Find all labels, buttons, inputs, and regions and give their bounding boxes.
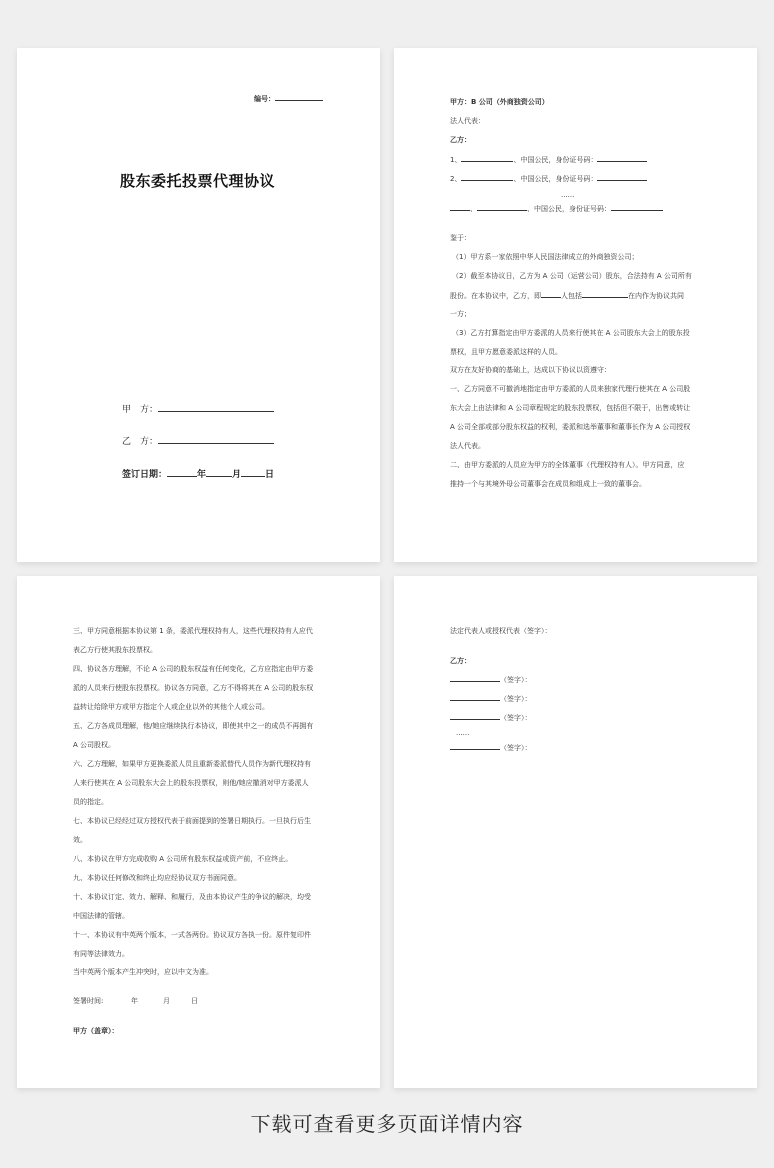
sign-date-label: 签订日期： [122, 470, 168, 480]
page-signatures [394, 576, 757, 1088]
whereas-2b [450, 290, 684, 301]
clause-2a: 二、由甲方委派的人员应为甲方的全体董事（代理权持有人）。甲方同意，应 [450, 461, 685, 469]
count-blank [541, 290, 561, 298]
signature-blank-1 [450, 674, 500, 682]
month-blank [206, 468, 232, 477]
clause-3a: 三、甲方同意根据本协议第 1 条，委派代理权持有人，这些代理权持有人应代 [73, 627, 313, 635]
page-parties [394, 48, 757, 562]
legal-rep-signature: 法定代表人或授权代表（签字）： [450, 627, 552, 635]
clause-4b: 派的人员来行使股东投票权。协议各方同意，乙方不得将其在 A 公司的股东权 [73, 684, 314, 692]
sign-date-line [122, 467, 274, 480]
party-b-member-1 [450, 154, 647, 165]
sign-time-label: 签署时间: [73, 997, 104, 1005]
whereas-3a: （3）乙方打算指定由甲方委派的人员来行使其在 A 公司股东大会上的股东投 [452, 329, 690, 337]
party-a-line [122, 402, 274, 415]
whereas-2b-part3: 在内作为协议共同 [628, 292, 684, 300]
page-cover [17, 48, 380, 562]
whereas-1: （1）甲方系一家依照中华人民国法律成立的外商独资公司； [452, 253, 639, 261]
clause-7a: 七、本协议已经经过双方授权代表于前面提到的签署日期执行。一旦执行后生 [73, 817, 311, 825]
member-2-id-blank [597, 173, 647, 181]
sign-time-day: 日 [191, 997, 198, 1005]
party-a-label: 甲 方： [122, 405, 159, 415]
signature-label-2: （签字）： [500, 695, 532, 703]
whereas-2b-part2: 人包括 [561, 292, 582, 300]
party-b-member-2 [450, 173, 647, 184]
clause-4a: 四、协议各方理解，不论 A 公司的股东权益有任何变化，乙方应指定由甲方委 [73, 665, 314, 673]
day-blank [241, 468, 265, 477]
party-a-blank [158, 403, 274, 412]
member-n-id-blank [611, 203, 663, 211]
member-n-text: 、中国公民，身份证号码： [527, 205, 611, 213]
signature-line-3 [450, 712, 532, 723]
download-more-caption[interactable]: 下载可查看更多页面详情内容 [250, 1112, 524, 1136]
member-n-index-blank [450, 203, 470, 211]
party-b-label: 乙 方： [122, 437, 159, 447]
signature-line-1 [450, 674, 532, 685]
clause-6b: 人来行使其在 A 公司股东大会上的股东投票权，则他/她应撤消对甲方委派人 [73, 779, 309, 787]
party-b-signatures-heading: 乙方： [450, 657, 471, 665]
member-1-prefix: 1、 [450, 156, 462, 164]
signature-blank-4 [450, 742, 500, 750]
clause-11b: 有同等法律效力。 [73, 950, 129, 958]
party-b-blank [158, 435, 274, 444]
member-n-sep: 、 [470, 205, 477, 213]
language-conflict: 当中英两个版本产生冲突时，应以中文为准。 [73, 968, 213, 976]
clause-5b: A 公司股权。 [73, 741, 116, 749]
member-2-text: 、中国公民，身份证号码： [513, 175, 598, 183]
signature-label-4: （签字）： [500, 744, 532, 752]
sign-time-month: 月 [163, 997, 170, 1005]
agreement-intro: 双方在友好协商的基础上，达成以下协议以资遵守： [450, 366, 611, 374]
member-n-name-blank [477, 203, 527, 211]
clause-10b: 中国法律的管辖。 [73, 912, 129, 920]
member-2-prefix: 2、 [450, 175, 462, 183]
party-b-line [122, 434, 274, 447]
member-1-name-blank [461, 154, 513, 162]
clause-9: 九、本协议任何修改和终止均应经协议双方书面同意。 [73, 874, 241, 882]
signature-label-3: （签字）： [500, 714, 532, 722]
page-clauses [17, 576, 380, 1088]
clause-1a: 一、乙方同意不可撤消地指定由甲方委派的人员来独家代理行使其在 A 公司股 [450, 385, 691, 393]
year-label: 年 [197, 470, 207, 480]
clause-4c: 益转让给除甲方或甲方指定个人或企业以外的其他个人或公司。 [73, 703, 269, 711]
clause-1d: 法人代表。 [450, 442, 485, 450]
clause-8: 八、本协议在甲方完成收购 A 公司所有股东权益或资产前，不应终止。 [73, 855, 293, 863]
clause-6a: 六、乙方理解，如果甲方更换委派人员且重新委派替代人员作为新代理权持有 [73, 760, 311, 768]
signature-line-4 [450, 742, 532, 753]
contract-number-label: 编号： [254, 95, 275, 103]
document-title: 股东委托投票代理协议 [120, 172, 276, 190]
clause-1c: A 公司全部或部分股东权益的权利，委派和选举董事和董事长作为 A 公司授权 [450, 423, 691, 431]
whereas-2a: （2）截至本协议日，乙方为 A 公司（运营公司）股东，合法持有 A 公司所有 [452, 272, 692, 280]
whereas-2b-part1: 股份。在本协议中，乙方，即 [450, 292, 541, 300]
sign-time-year: 年 [131, 997, 138, 1005]
members-ellipsis: ...... [561, 191, 575, 199]
clause-10a: 十、本协议订定、效力、解释、和履行，及由本协议产生的争议的解决，均受 [73, 893, 311, 901]
clause-3b: 表乙方行使其股东投票权。 [73, 646, 157, 654]
clause-7b: 效。 [73, 836, 87, 844]
clause-1b: 东大会上由法律和 A 公司章程规定的股东投票权，包括但不限于，出售或转让 [450, 404, 691, 412]
whereas-2c: 一方； [450, 310, 471, 318]
clause-11a: 十一、本协议有中英两个版本，一式各两份。协议双方各执一份。原件复印件 [73, 931, 311, 939]
party-b: 乙方： [450, 136, 471, 144]
party-a: 甲方：B 公司（外商独资公司） [450, 98, 549, 106]
clause-5a: 五、乙方各成员理解，他/她应继续执行本协议，即使其中之一的成员不再拥有 [73, 722, 314, 730]
names-blank [582, 290, 628, 298]
year-blank [167, 468, 197, 477]
signature-blank-2 [450, 693, 500, 701]
member-1-id-blank [597, 154, 647, 162]
contract-number [254, 93, 323, 104]
number-blank [275, 93, 323, 101]
signature-blank-3 [450, 712, 500, 720]
clause-2b: 推持一个与其境外母公司董事会在成员和组成上一致的董事会。 [450, 480, 646, 488]
clause-6c: 员的指定。 [73, 798, 108, 806]
whereas-heading: 鉴于： [450, 234, 471, 242]
party-b-member-n [450, 203, 663, 214]
month-label: 月 [232, 470, 242, 480]
day-label: 日 [265, 470, 275, 480]
signatures-ellipsis: ...... [456, 729, 470, 737]
signature-line-2 [450, 693, 532, 704]
signature-label-1: （签字）： [500, 676, 532, 684]
member-2-name-blank [461, 173, 513, 181]
party-a-seal: 甲方（盖章）： [73, 1027, 119, 1035]
legal-rep: 法人代表： [450, 117, 485, 125]
member-1-text: 、中国公民，身份证号码： [513, 156, 598, 164]
whereas-3b: 票权，且甲方愿意委派这样的人员。 [450, 348, 562, 356]
